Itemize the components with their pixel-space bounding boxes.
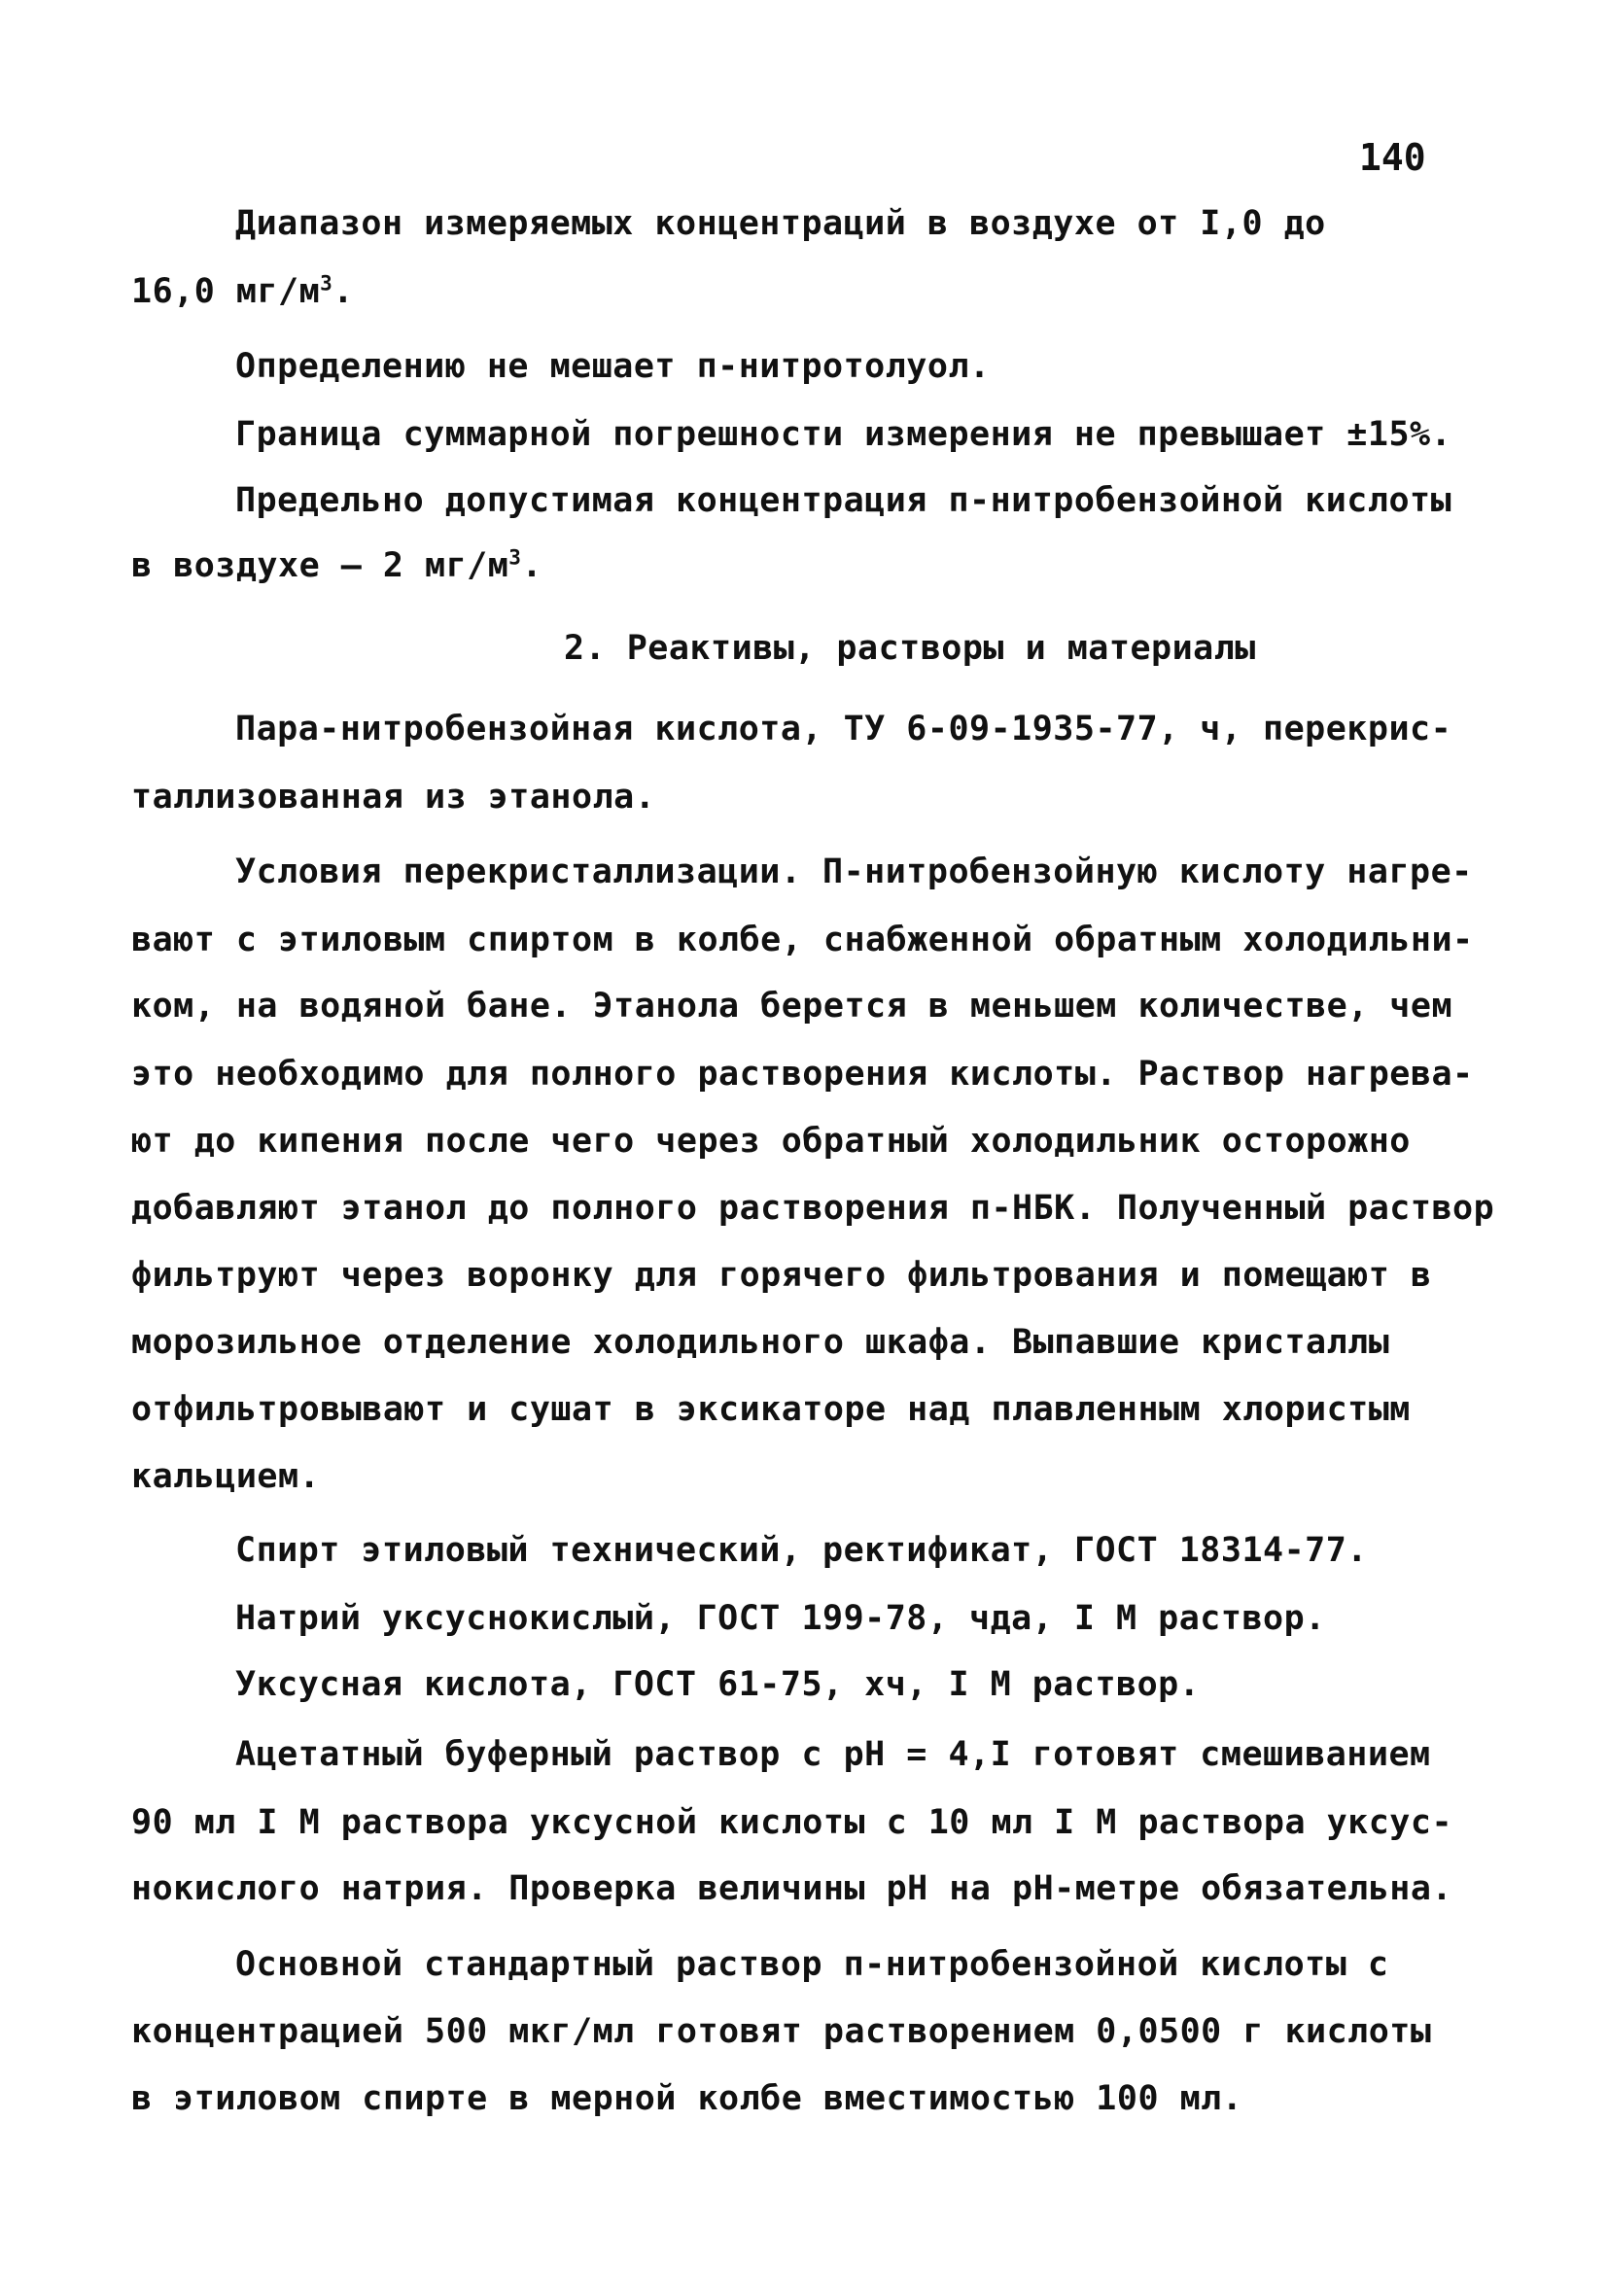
text-line: добавляют этанол до полного растворения п-НБК. Полученный раствор [131,1189,1495,1228]
text-line: 16,0 $мг/м^3$. [131,271,354,311]
page-number: 140 [1359,136,1426,179]
text-line: Определению не мешает п-нитротолуол. [235,347,991,386]
text-line: в воздухе – 2 $мг/м^3$. [131,545,543,585]
text-line: Ацетатный буферный раствор с рН = 4,I готовят смешиванием [235,1735,1431,1774]
text-line: в этиловом спирте в мерной колбе вместимостью 100 мл. [131,2079,1243,2118]
text-line: кальцием. [131,1457,321,1496]
text-line: Условия перекристаллизации. П-нитробензойную кислоту нагре- [235,852,1473,891]
text-line: фильтруют через воронку для горячего фильтрования и помещают в [131,1256,1432,1295]
text-line: таллизованная из этанола. [131,778,656,817]
text-line: Диапазон измеряемых концентраций в воздухе от I,0 до [235,204,1326,243]
text-line: 90 мл I М раствора уксусной кислоты с 10 мл I М раствора уксус- [131,1803,1453,1842]
text-line: отфильтровывают и сушат в эксикаторе над плавленным хлористым [131,1390,1411,1429]
text-line: вают с этиловым спиртом в колбе, снабженной обратным холодильни- [131,921,1474,959]
text-line: Спирт этиловый технический, ректификат, ГОСТ 18314-77. [235,1531,1368,1570]
text-line: ком, на водяной бане. Этанола берется в меньшем количестве, чем [131,987,1453,1026]
text-line: ют до кипения после чего через обратный холодильник осторожно [131,1122,1411,1161]
text-line: Граница суммарной погрешности измерения не превышает ±15%. [235,415,1452,454]
section-heading: 2. Реактивы, растворы и материалы [564,629,1256,668]
text-line: Натрий уксуснокислый, ГОСТ 199-78, чда, I М раствор. [235,1599,1326,1638]
text-line: морозильное отделение холодильного шкафа. Выпавшие кристаллы [131,1323,1390,1362]
text-line: концентрацией 500 мкг/мл готовят растворением 0,0500 г кислоты [131,2012,1432,2051]
text-line: нокислого натрия. Проверка величины рН на рН-метре обязательна. [131,1869,1453,1908]
text-line: Предельно допустимая концентрация п-нитробензойной кислоты [235,481,1452,520]
text-line: это необходимо для полного растворения кислоты. Раствор нагрева- [131,1055,1474,1094]
text-line: Пара-нитробензойная кислота, ТУ 6-09-1935-77, ч, перекрис- [235,710,1452,748]
superscript: 3 [508,545,522,570]
text-line: Основной стандартный раствор п-нитробензойной кислоты с [235,1945,1389,1984]
text-line: Уксусная кислота, ГОСТ 61-75, хч, I М раствор. [235,1665,1201,1704]
superscript: 3 [320,271,333,296]
